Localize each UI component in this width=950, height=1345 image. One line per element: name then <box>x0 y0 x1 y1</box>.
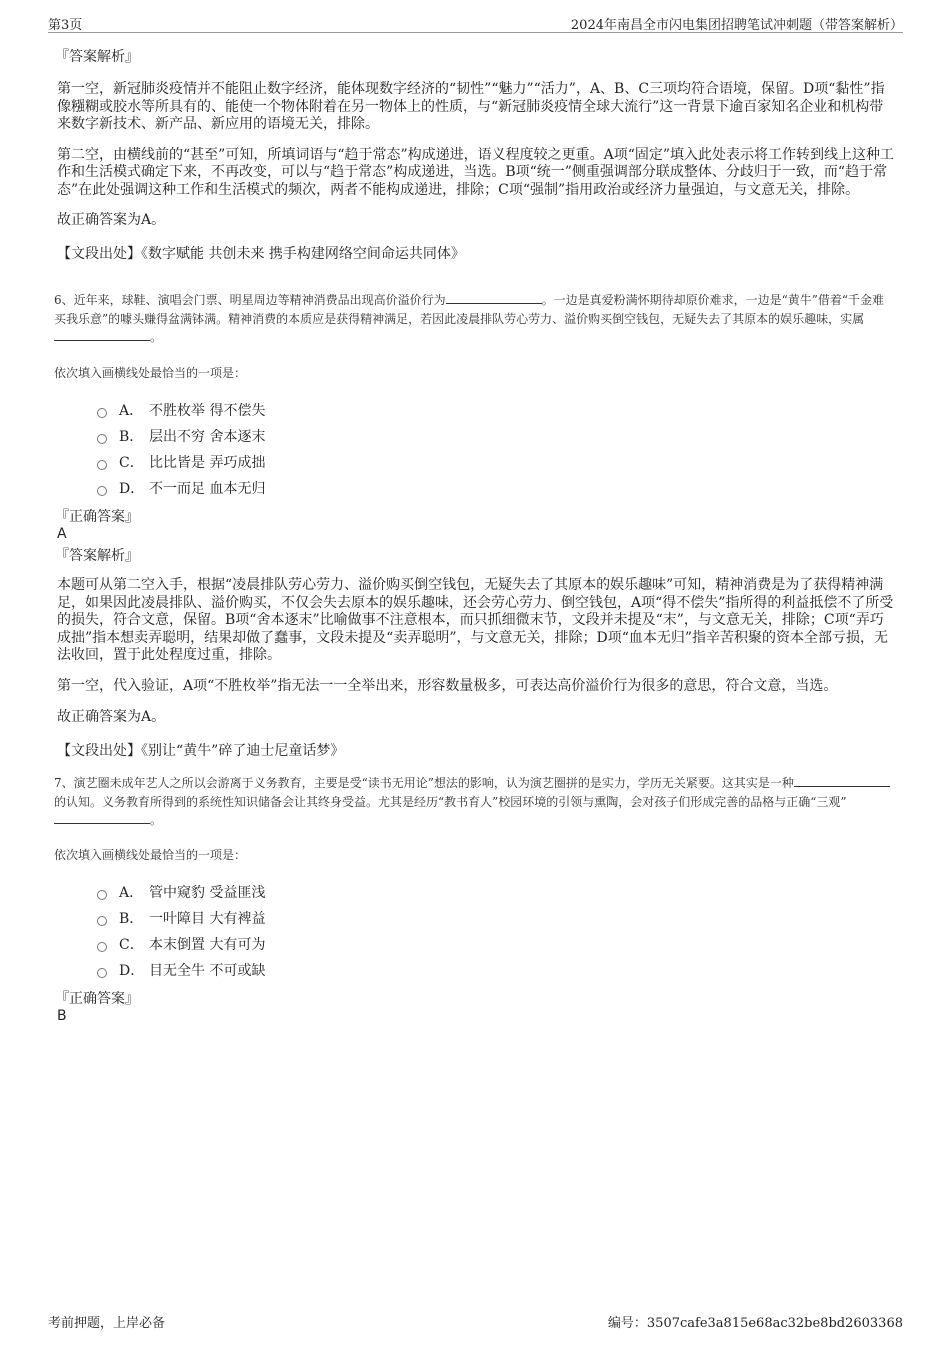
analysis-label: 『答案解析』 <box>55 49 139 65</box>
footer-slogan: 考前押题，上岸必备 <box>48 1316 166 1331</box>
radio-icon[interactable] <box>97 916 107 926</box>
source-citation: 【文段出处】《数字赋能 共创未来 携手构建网络空间命运共同体》 <box>57 245 465 262</box>
radio-icon[interactable] <box>97 942 107 952</box>
radio-icon[interactable] <box>97 434 107 444</box>
option-b[interactable]: B． 一叶障目 大有裨益 <box>97 906 895 932</box>
correct-answer: A <box>57 526 67 542</box>
conclusion: 故正确答案为A。 <box>57 212 166 228</box>
page-content <box>54 48 895 1025</box>
radio-icon[interactable] <box>97 890 107 900</box>
option-c[interactable]: C． 本末倒置 大有可为 <box>97 932 895 958</box>
option-c[interactable]: C． 比比皆是 弄巧成拙 <box>97 450 895 476</box>
question-prompt: 依次填入画横线处最恰当的一项是： <box>54 365 247 380</box>
analysis-paragraph: 第一空，代入验证，A项“不胜枚举”指无法一一全举出来，形容数量极多，可表达高价溢价行为很多的意思，符合文意，当选。 <box>57 677 838 694</box>
question-7-options <box>97 880 895 984</box>
page-number: 第3页 <box>48 18 83 33</box>
correct-answer-label: 『正确答案』 <box>55 991 139 1007</box>
analysis-paragraph: 第二空，由横线前的“甚至”可知，所填词语与“趋于常态”构成递进，语义程度较之更重。A项“固定”填入此处表示将工作转到线上这种工作和生活模式确定下来，不再改变，可以与“趋于常态”构成递进，当选。B项“统一”侧重强调部分联成整体、分歧归于一致，而“趋于常态”在此处强调这种工作和生活模式的频次，两者不能构成递进，排除；C项“强制”指用政治或经济力量强迫，与文意无关，排除。 <box>57 146 895 198</box>
option-d[interactable]: D． 不一而足 血本无归 <box>97 476 895 502</box>
question-6-stem: 6、近年来，球鞋、演唱会门票、明星周边等精神消费品出现高价溢价行为 。一边是真爱粉满怀期待却原价难求，一边是“黄牛”借着“千金难买我乐意”的噱头赚得盆满钵满。精神消费的本质应是获得精神满足，若因此凌晨排队劳心劳力、溢价购买倒空钱包，无疑失去了其原本的娱乐趣味，实属。 <box>54 293 885 344</box>
document-title: 2024年南昌全市闪电集团招聘笔试冲刺题（带答案解析） <box>570 18 903 33</box>
page-header <box>48 14 903 33</box>
question-7-stem: 7、演艺圈未成年艺人之所以会游离于义务教育，主要是受“读书无用论”想法的影响，认为演艺圈拼的是实力，学历无关紧要。这其实是一种的认知。义务教育所得到的系统性知识储备会让其终身受益。尤其是经历“教书育人”校园环境的引领与熏陶，会对孩子们形成完善的品格与正确“三观”。 <box>54 774 895 830</box>
answer-blank <box>54 328 150 341</box>
question-6-options <box>97 398 895 502</box>
radio-icon[interactable] <box>97 968 107 978</box>
option-a[interactable]: A． 不胜枚举 得不偿失 <box>97 398 895 424</box>
analysis-paragraph: 第一空，新冠肺炎疫情并不能阻止数字经济，能体现数字经济的“韧性”“魅力”“活力”，A、B、C三项均符合语境，保留。D项“黏性”指像糨糊或胶水等所具有的、能使一个物体附着在另一物体上的性质，与“新冠肺炎疫情全球大流行”这一背景下逾百家知名企业和机构带来数字新技术、新产品、新应用的语境无关，排除。 <box>57 81 885 132</box>
option-d[interactable]: D． 目无全牛 不可或缺 <box>97 958 895 984</box>
radio-icon[interactable] <box>97 460 107 470</box>
option-b[interactable]: B． 层出不穷 舍本逐末 <box>97 424 895 450</box>
answer-blank <box>54 811 150 824</box>
conclusion: 故正确答案为A。 <box>57 709 166 725</box>
answer-blank <box>794 774 890 787</box>
correct-answer: B <box>57 1008 67 1024</box>
document-id: 编号：3507cafe3a815e68ac32be8bd2603368 <box>607 1316 903 1331</box>
correct-answer-label: 『正确答案』 <box>55 509 139 525</box>
question-prompt: 依次填入画横线处最恰当的一项是： <box>54 847 247 862</box>
source-citation: 【文段出处】《别让“黄牛”碎了迪士尼童话梦》 <box>57 742 345 759</box>
analysis-paragraph: 本题可从第二空入手，根据“凌晨排队劳心劳力、溢价购买倒空钱包，无疑失去了其原本的娱乐趣味”可知，精神消费是为了获得精神满足，如果因此凌晨排队、溢价购买，不仅会失去原本的娱乐趣味，还会劳心劳力、倒空钱包，A项“得不偿失”指所得的利益抵偿不了所受的损失，符合文意，保留。B项“舍本逐末”比喻做事不注意根本，而只抓细微末节，文段并未提及“末”，与文意无关，排除；C项“弄巧成拙”指本想卖弄聪明，结果却做了蠢事，文段未提及“卖弄聪明”，与文意无关，排除；D项“血本无归”指辛苦积聚的资本全部亏损，无法收回，置于此处程度过重，排除。 <box>57 577 894 663</box>
answer-blank <box>446 291 542 304</box>
analysis-label: 『答案解析』 <box>55 548 139 564</box>
radio-icon[interactable] <box>97 486 107 496</box>
radio-icon[interactable] <box>97 408 107 418</box>
option-a[interactable]: A． 管中窥豹 受益匪浅 <box>97 880 895 906</box>
page-footer <box>48 1312 903 1330</box>
